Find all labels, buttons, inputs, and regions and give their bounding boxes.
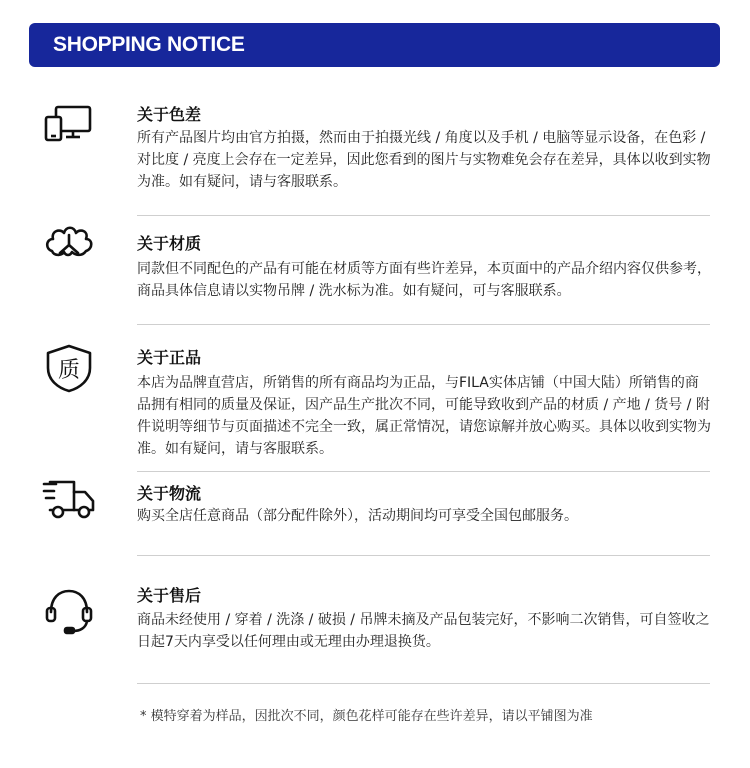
section-title: 关于材质 (137, 234, 202, 253)
section-body: 同款但不同配色的产品有可能在材质等方面有些许差异，本页面中的产品介绍内容仅供参考，商品具体信息请以实物吊牌 / 洗水标为准。如有疑问，可与客服联系。 (137, 261, 711, 299)
section-body: 所有产品图片均由官方拍摄，然而由于拍摄光线 / 角度以及手机 / 电脑等显示设备，在色彩 / 对比度 / 亮度上会存在一定差异，因此您看到的图片与实物难免会存在差异，具体以收到实物为准。如有疑问，请与客服联系。 (137, 130, 711, 190)
divider (137, 683, 710, 684)
footnote: * 模特穿着为样品，因批次不同，颜色花样可能存在些许差异，请以平铺图为准 (140, 709, 593, 724)
divider (137, 555, 710, 556)
section-body: 购买全店任意商品（部分配件除外），活动期间均可享受全国包邮服务。 (137, 508, 578, 524)
devices-icon (42, 100, 96, 150)
section-title: 关于色差 (137, 105, 202, 124)
section-body: 本店为品牌直营店，所销售的所有商品均为正品，与FILA实体店铺（中国大陆）所销售的商品拥有相同的质量及保证，因产品生产批次不同，可能导致收到产品的材质 / 产地 / 货号 / 附件说明等细节与页面描述不完全一致，属正常情况，请您谅解并放心购买。具体以收到实物为准。如有疑问，请与客服联系。 (137, 375, 711, 457)
quality-char: 质 (57, 358, 81, 383)
cotton-icon (42, 219, 96, 269)
section-title: 关于物流 (137, 484, 202, 503)
divider (137, 471, 710, 472)
section-body: 商品未经使用 / 穿着 / 洗涤 / 破损 / 吊牌未摘及产品包装完好，不影响二次销售，可自签收之日起7天内享受以任何理由或无理由办理退换货。 (137, 612, 710, 650)
section-title: 关于售后 (137, 586, 202, 605)
divider (137, 215, 710, 216)
banner-title: SHOPPING NOTICE (53, 33, 245, 56)
divider (137, 324, 710, 325)
shopping-notice-banner (29, 23, 720, 67)
delivery-truck-icon (42, 474, 96, 524)
headset-icon (42, 586, 96, 636)
quality-shield-icon (42, 343, 96, 393)
section-title: 关于正品 (137, 348, 202, 367)
